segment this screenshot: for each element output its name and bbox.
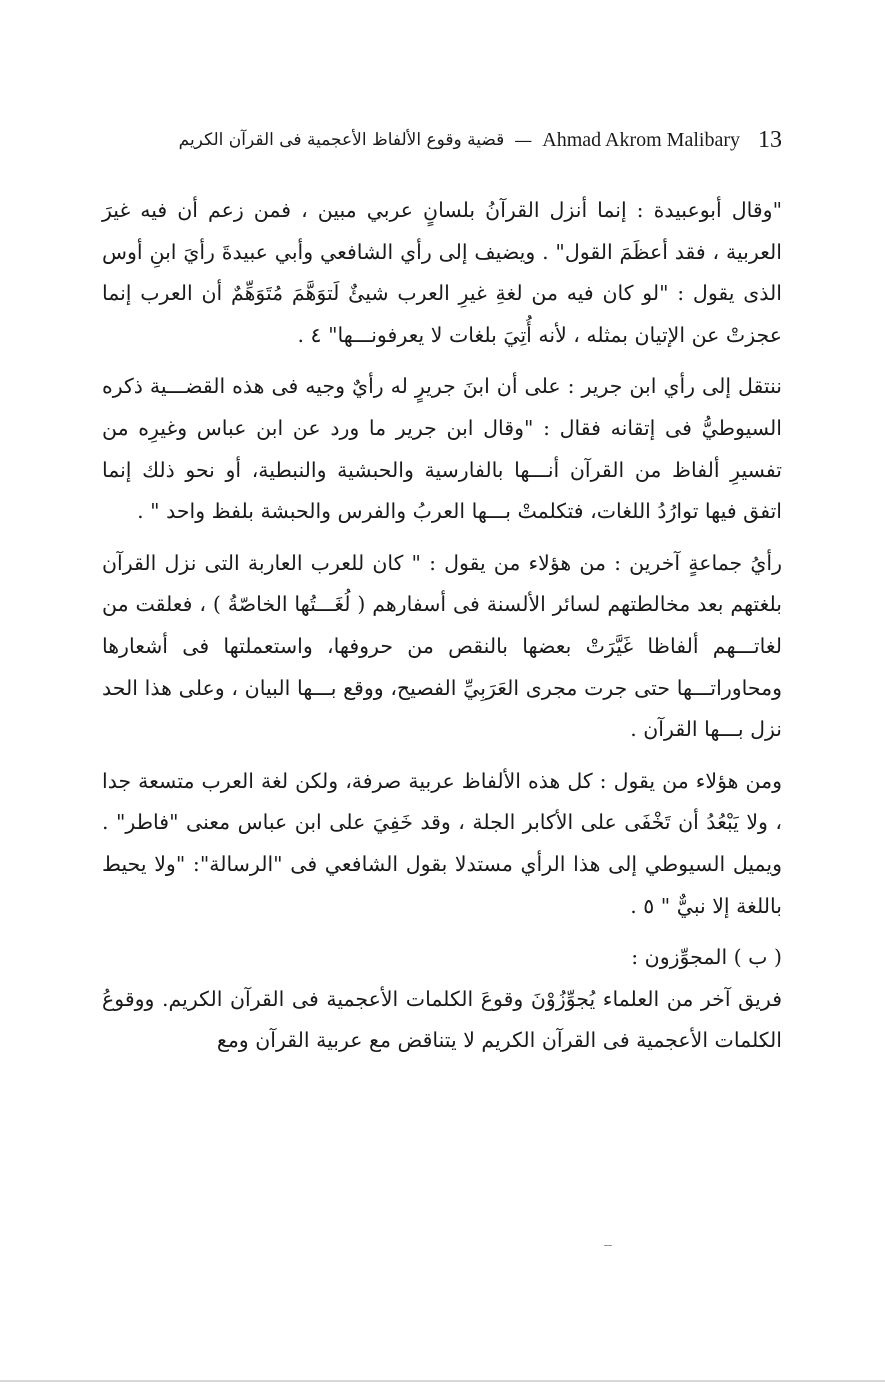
bottom-edge — [0, 1380, 885, 1382]
running-title: قضية وقوع الألفاظ الأعجمية فى القرآن الكريم — [178, 130, 505, 150]
page-body — [102, 190, 782, 1072]
footer-mark — [604, 1245, 612, 1246]
header-dash: — — [514, 129, 533, 151]
page-header — [100, 122, 782, 158]
paragraph-other-group: رأيُ جماعةٍ آخرين : من هؤلاء من يقول : " كان للعرب العاربة التى نزل القرآن بلغتهم بعد مخالطتهم لسائر الألسنة فى أسفارهم ( لُغَـــتُها الخاصّةُ ) ، فعلقت من لغاتـــهم ألفاظا غَيَّرَتْ بعضها بالنقص من حروفها، واستعملتها فى أشعارها ومحاوراتـــها حتى جرت مجرى العَرَبِيِّ الفصيح، ووقع بـــها البيان ، وعلى هذا الحد نزل بـــها القرآن . — [102, 550, 782, 742]
paragraph-pure-arabic-view: ومن هؤلاء من يقول : كل هذه الألفاظ عربية صرفة، ولكن لغة العرب متسعة جدا ، ولا يَبْعُدُ أن تَخْفَى على الأكابر الجلة ، وقد خَفِيَ على ابن عباس معنى "فاطر" . ويميل السيوطي إلى هذا الرأي مستدلا بقول الشافعي فى "الرسالة": "ولا يحيط باللغة إلا نبيٌّ " ٥ . — [102, 768, 782, 918]
paragraph-ibn-jarir: ننتقل إلى رأي ابن جرير : على أن ابنَ جريرٍ له رأيٌ وجيه فى هذه القضـــية ذكره السيوطيُّ فى إتقانه فقال : "وقال ابن جرير ما ورد عن ابن عباس وغيرِه من تفسيرِ ألفاظ من القرآن أنـــها بالفارسية والحبشية والنبطية، أو نحو ذلك إنما اتفق فيها توارُدُ اللغات، فتكلمتْ بـــها العربُ والفرس والحبشة بلفظ واحد " . — [102, 374, 782, 524]
page-number: 13 — [758, 126, 782, 153]
subheading-permitters: ( ب ) المجوِّزون : — [631, 945, 782, 970]
paragraph-permitters: فريق آخر من العلماء يُجوِّزُوْنَ وقوعَ الكلمات الأعجمية فى القرآن الكريم. ووقوعُ الكلمات الأعجمية فى القرآن الكريم لا يتناقض مع عربية القرآن ومع — [102, 986, 782, 1053]
header-inner — [100, 127, 782, 154]
author-name: Ahmad Akrom Malibary — [542, 128, 740, 151]
paragraph-abu-ubaidah: "وقال أبوعبيدة : إنما أنزل القرآنُ بلسانٍ عربي مبين ، فمن زعم أن فيه غيرَ العربية ، فقد أعظَمَ القول" . ويضيف إلى رأي الشافعي وأبي عبيدةَ رأيَ ابنِ أوس الذى يقول : "لو كان فيه من لغةِ غيرِ العرب شيئٌ لَتوَهَّمَ مُتَوَهِّمٌ أن العرب إنما عجزتْ عن الإتيان بمثله ، لأنه أُتِيَ بلغات لا يعرفونـــها" ٤ . — [102, 198, 782, 347]
